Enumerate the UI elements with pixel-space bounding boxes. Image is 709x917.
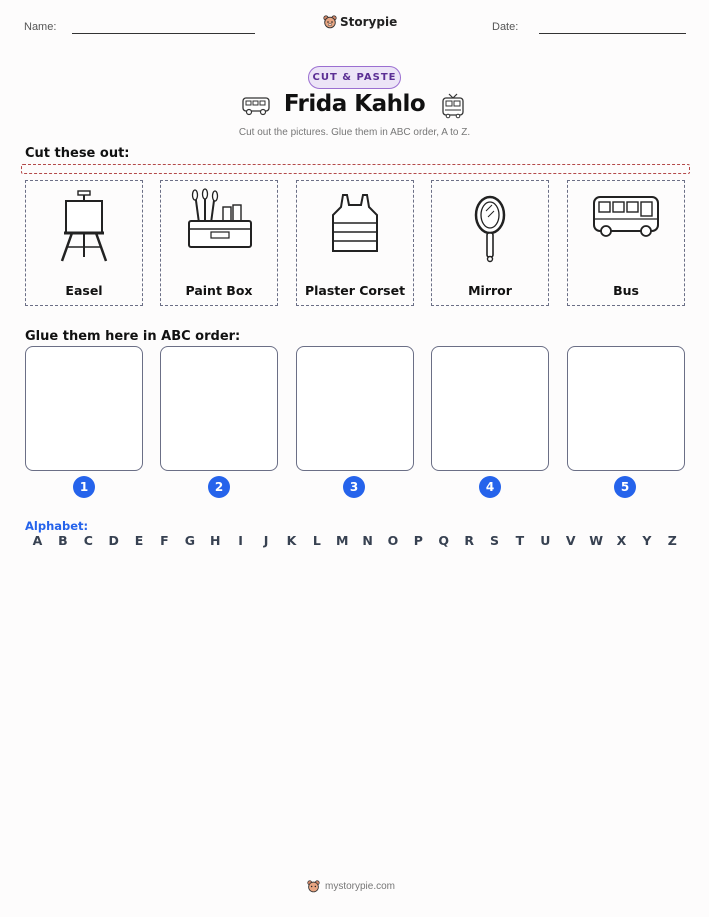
card-label: Paint Box	[185, 283, 253, 298]
storypie-bear-icon	[307, 880, 320, 893]
slot-number-badge: 2	[208, 476, 230, 498]
bus-icon	[568, 185, 684, 271]
cut-card-mirror[interactable]	[431, 180, 549, 306]
alphabet-letter: V	[565, 533, 576, 548]
alphabet-heading: Alphabet:	[25, 519, 89, 533]
alphabet-letter: A	[32, 533, 43, 548]
alphabet-letter: F	[160, 533, 169, 548]
tram-icon	[439, 93, 467, 119]
alphabet-letter: E	[134, 533, 144, 548]
alphabet-letter: W	[589, 533, 603, 548]
alphabet-letter: M	[335, 533, 349, 548]
date-label: Date:	[492, 21, 519, 33]
alphabet-letter: R	[464, 533, 474, 548]
alphabet-letter: J	[263, 533, 269, 548]
card-label: Easel	[65, 283, 103, 298]
alphabet-letter: L	[312, 533, 321, 548]
card-label: Mirror	[468, 283, 512, 298]
date-line[interactable]	[539, 33, 686, 34]
paint-box-icon	[161, 185, 277, 271]
brand-name: Storypie	[340, 15, 398, 29]
cut-card-bus[interactable]	[567, 180, 685, 306]
cut-heading: Cut these out:	[25, 146, 130, 161]
alphabet-letter: S	[490, 533, 500, 548]
name-line[interactable]	[72, 33, 255, 34]
alphabet-letter: O	[387, 533, 399, 548]
glue-slot-5[interactable]	[567, 346, 685, 471]
alphabet-letter: C	[83, 533, 93, 548]
alphabet-letter: K	[286, 533, 297, 548]
glue-slot-1[interactable]	[25, 346, 143, 471]
card-label: Plaster Corset	[304, 283, 406, 298]
cut-line	[21, 164, 690, 174]
name-label: Name:	[24, 21, 57, 33]
storypie-bear-icon	[323, 15, 337, 29]
glue-slot-2[interactable]	[160, 346, 278, 471]
cut-card-paint-box[interactable]	[160, 180, 278, 306]
cut-card-easel[interactable]	[25, 180, 143, 306]
cut-card-plaster-corset[interactable]	[296, 180, 414, 306]
slot-number-badge: 5	[614, 476, 636, 498]
plaster-corset-icon	[297, 185, 413, 271]
instructions: Cut out the pictures. Glue them in ABC order, A to Z.	[238, 127, 471, 138]
card-label: Bus	[613, 283, 639, 298]
mirror-icon	[432, 185, 548, 271]
cut-paste-badge: CUT & PASTE	[308, 66, 401, 89]
alphabet-letter: D	[108, 533, 119, 548]
alphabet-letter: Y	[642, 533, 652, 548]
slot-number-badge: 1	[73, 476, 95, 498]
brand-logo	[323, 13, 397, 31]
easel-icon	[26, 185, 142, 271]
page-title: Frida Kahlo	[283, 91, 426, 117]
glue-heading: Glue them here in ABC order:	[25, 329, 241, 344]
slot-number-badge: 3	[343, 476, 365, 498]
footer	[307, 880, 395, 893]
slot-number-badge: 4	[479, 476, 501, 498]
alphabet-letter: T	[515, 533, 525, 548]
glue-slot-4[interactable]	[431, 346, 549, 471]
footer-url[interactable]: mystorypie.com	[325, 881, 396, 892]
alphabet-letter: B	[58, 533, 68, 548]
alphabet-letter: U	[540, 533, 551, 548]
alphabet-letter: X	[616, 533, 627, 548]
alphabet-letter: P	[413, 533, 423, 548]
alphabet-row	[25, 533, 685, 548]
alphabet-letter: I	[238, 533, 243, 548]
alphabet-letter: G	[184, 533, 195, 548]
alphabet-letter: N	[362, 533, 373, 548]
glue-slot-3[interactable]	[296, 346, 414, 471]
alphabet-letter: Q	[438, 533, 450, 548]
alphabet-letter: Z	[667, 533, 677, 548]
alphabet-letter: H	[210, 533, 221, 548]
